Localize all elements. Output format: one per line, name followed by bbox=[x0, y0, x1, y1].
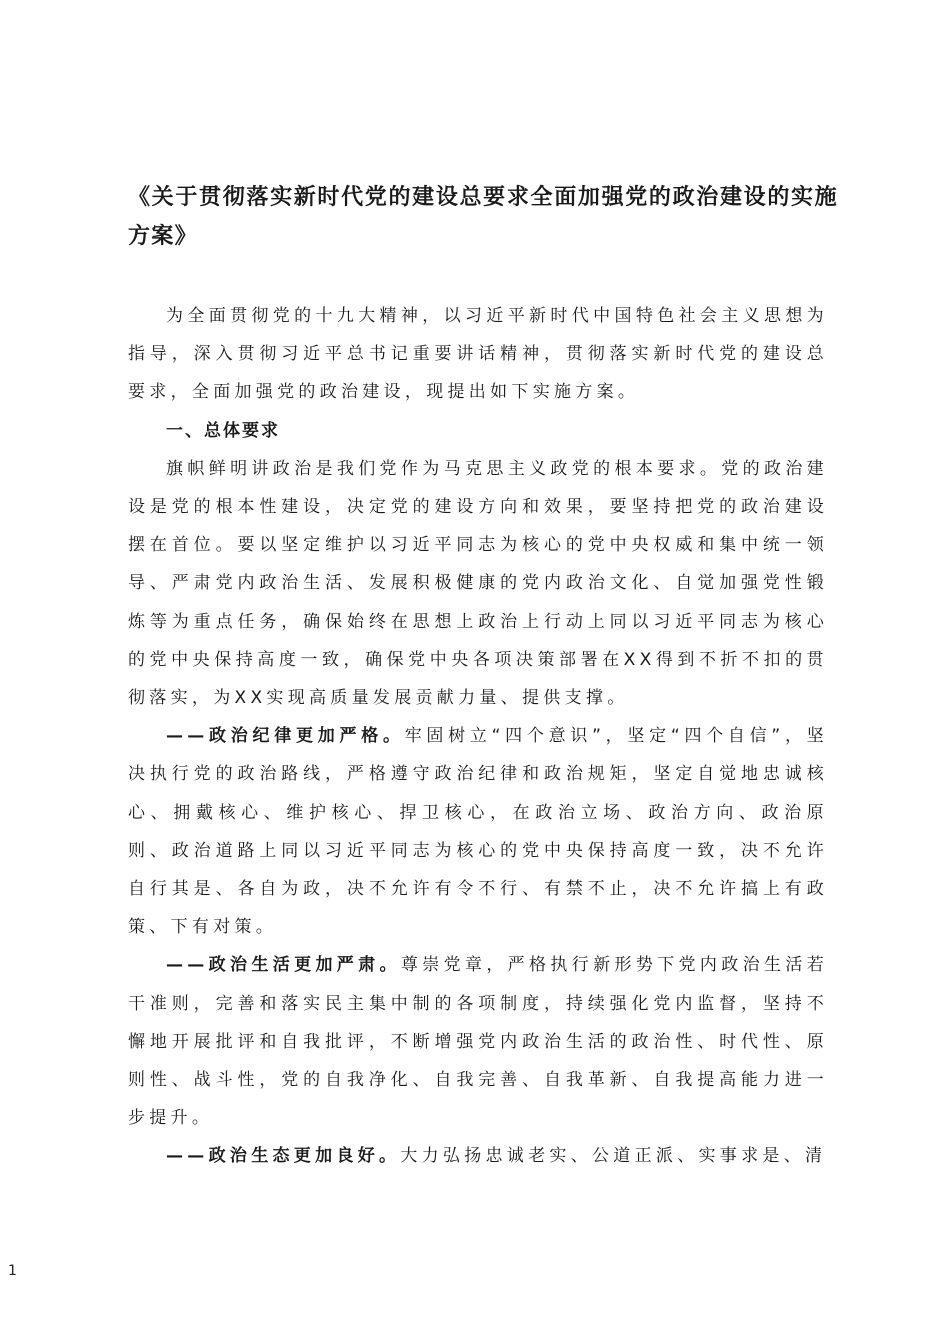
item-political-ecology-lead: ——政治生态更加良好。 bbox=[166, 1146, 401, 1167]
item-political-life-lead: ——政治生活更加严肃。 bbox=[166, 955, 401, 976]
document-body bbox=[128, 297, 828, 1176]
item-political-life bbox=[128, 946, 828, 1137]
item-political-discipline bbox=[128, 717, 828, 946]
page-number: 1 bbox=[8, 1263, 17, 1279]
item-political-discipline-text: 牢固树立“四个意识”，坚定“四个自信”，坚决执行党的政治路线，严格遵守政治纪律和政治规矩，坚定自觉地忠诚核心、拥戴核心、维护核心、捍卫核心，在政治立场、政治方向、政治原则、政治道路上同以习近平同志为核心的党中央保持高度一致，决不允许自行其是、各自为政，决不允许有令不行、有禁不止，决不允许搞上有政策、下有对策。 bbox=[128, 726, 828, 938]
general-requirements-paragraph: 旗帜鲜明讲政治是我们党作为马克思主义政党的根本要求。党的政治建设是党的根本性建设，决定党的建设方向和效果，要坚持把党的政治建设摆在首位。要以坚定维护以习近平同志为核心的党中央权威和集中统一领导、严肃党内政治生活、发展积极健康的党内政治文化、自觉加强党性锻炼等为重点任务，确保始终在思想上政治上行动上同以习近平同志为核心的党中央保持高度一致，确保党中央各项决策部署在XX得到不折不扣的贯彻落实，为XX实现高质量发展贡献力量、提供支撑。 bbox=[128, 458, 828, 709]
intro-paragraph: 为全面贯彻党的十九大精神，以习近平新时代中国特色社会主义思想为指导，深入贯彻习近平总书记重要讲话精神，贯彻落实新时代党的建设总要求，全面加强党的政治建设，现提出如下实施方案。 bbox=[128, 306, 828, 403]
document-title: 《关于贯彻落实新时代党的建设总要求全面加强党的政治建设的实施方案》 bbox=[128, 185, 838, 249]
item-political-ecology-text: 大力弘扬忠诚老实、公道正派、实事求是、清 bbox=[400, 1146, 827, 1167]
item-political-discipline-lead: ——政治纪律更加严格。 bbox=[166, 726, 405, 747]
section-heading-general-requirements: 一、总体要求 bbox=[166, 420, 280, 441]
item-political-ecology bbox=[128, 1137, 828, 1175]
item-political-life-text: 尊崇党章，严格执行新形势下党内政治生活若干准则，完善和落实民主集中制的各项制度，持续强化党内监督，坚持不懈地开展批评和自我批评，不断增强党内政治生活的政治性、时代性、原则性、战斗性，党的自我净化、自我完善、自我革新、自我提高能力进一步提升。 bbox=[128, 955, 828, 1129]
